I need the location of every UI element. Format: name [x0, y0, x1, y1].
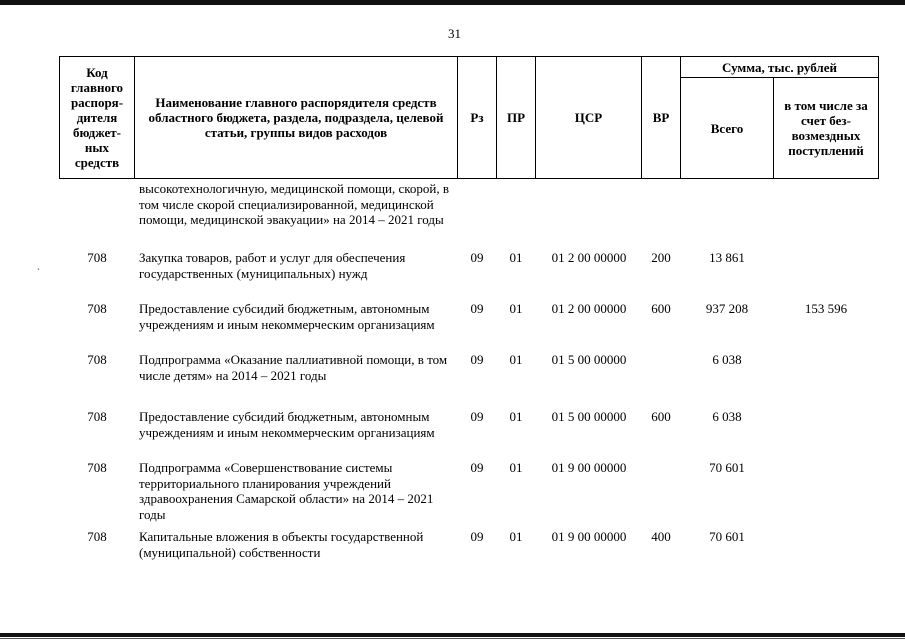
- row-name: Предоставление субсидий бюджетным, автономным учреждениям и иным некоммерческим организациям: [139, 409, 435, 440]
- row-csr: 01 2 00 00000: [551, 250, 627, 265]
- row-csr: 01 9 00 00000: [551, 529, 627, 544]
- row-code: 708: [87, 529, 107, 544]
- row-rz: 09: [470, 352, 484, 367]
- header-csr: ЦСР: [535, 56, 642, 179]
- row-csr: 01 9 00 00000: [551, 460, 627, 475]
- row-total: 6 038: [712, 409, 742, 424]
- row-pr: 01: [509, 409, 523, 424]
- row-rz: 09: [470, 460, 484, 475]
- row-csr: 01 2 00 00000: [551, 301, 627, 316]
- row-total: 6 038: [712, 352, 742, 367]
- row-pr: 01: [509, 250, 523, 265]
- header-code: Код главного распоря-дителя бюджет-ных средств: [59, 56, 135, 179]
- row-code: 708: [87, 460, 107, 475]
- header-free: в том числе за счет без-возмездных поступлений: [773, 77, 879, 179]
- header-total: Всего: [680, 77, 774, 179]
- header-rz: Рз: [457, 56, 497, 179]
- top-border: [0, 0, 905, 5]
- row-pr: 01: [509, 460, 523, 475]
- row-vr: 600: [651, 409, 671, 424]
- row-code: 708: [87, 352, 107, 367]
- row-name: Предоставление субсидий бюджетным, автономным учреждениям и иным некоммерческим организациям: [139, 301, 435, 332]
- header-sum: Сумма, тыс. рублей: [680, 56, 879, 78]
- row-name: высокотехнологичную, медицинской помощи, скорой, в том числе скорой специализированной, медицинской помощи, медицинской эвакуации» на 2014 – 2021 годы: [139, 181, 450, 227]
- bottom-border-thin: [0, 638, 905, 639]
- header-vr: ВР: [641, 56, 681, 179]
- row-rz: 09: [470, 529, 484, 544]
- row-free: 153 596: [804, 301, 848, 316]
- header-name: Наименование главного распорядителя средств областного бюджета, раздела, подраздела, целевой статьи, группы видов расходов: [134, 56, 458, 179]
- row-name: Подпрограмма «Оказание паллиативной помощи, в том числе детям» на 2014 – 2021 годы: [139, 352, 448, 383]
- row-pr: 01: [509, 301, 523, 316]
- row-name: Подпрограмма «Совершенствование системы территориального планирования учреждений здравоохранения Самарской области» на 2014 – 2021 годы: [139, 460, 434, 522]
- row-csr: 01 5 00 00000: [551, 409, 627, 424]
- row-vr: 600: [651, 301, 671, 316]
- row-rz: 09: [470, 301, 484, 316]
- header-pr: ПР: [496, 56, 536, 179]
- row-code: 708: [87, 409, 107, 424]
- row-total: 70 601: [709, 460, 745, 475]
- row-vr: 200: [651, 250, 671, 265]
- row-code: 708: [87, 301, 107, 316]
- row-pr: 01: [509, 529, 523, 544]
- margin-mark: `: [37, 267, 40, 277]
- row-vr: 400: [651, 529, 671, 544]
- row-rz: 09: [470, 250, 484, 265]
- row-name: Капитальные вложения в объекты государственной (муниципальной) собственности: [139, 529, 424, 560]
- row-csr: 01 5 00 00000: [551, 352, 627, 367]
- row-total: 13 861: [709, 250, 745, 265]
- bottom-border: [0, 633, 905, 637]
- row-rz: 09: [470, 409, 484, 424]
- row-name: Закупка товаров, работ и услуг для обеспечения государственных (муниципальных) нужд: [139, 250, 406, 281]
- row-code: 708: [87, 250, 107, 265]
- page-number: 31: [448, 26, 461, 41]
- row-total: 937 208: [705, 301, 749, 316]
- row-pr: 01: [509, 352, 523, 367]
- row-total: 70 601: [709, 529, 745, 544]
